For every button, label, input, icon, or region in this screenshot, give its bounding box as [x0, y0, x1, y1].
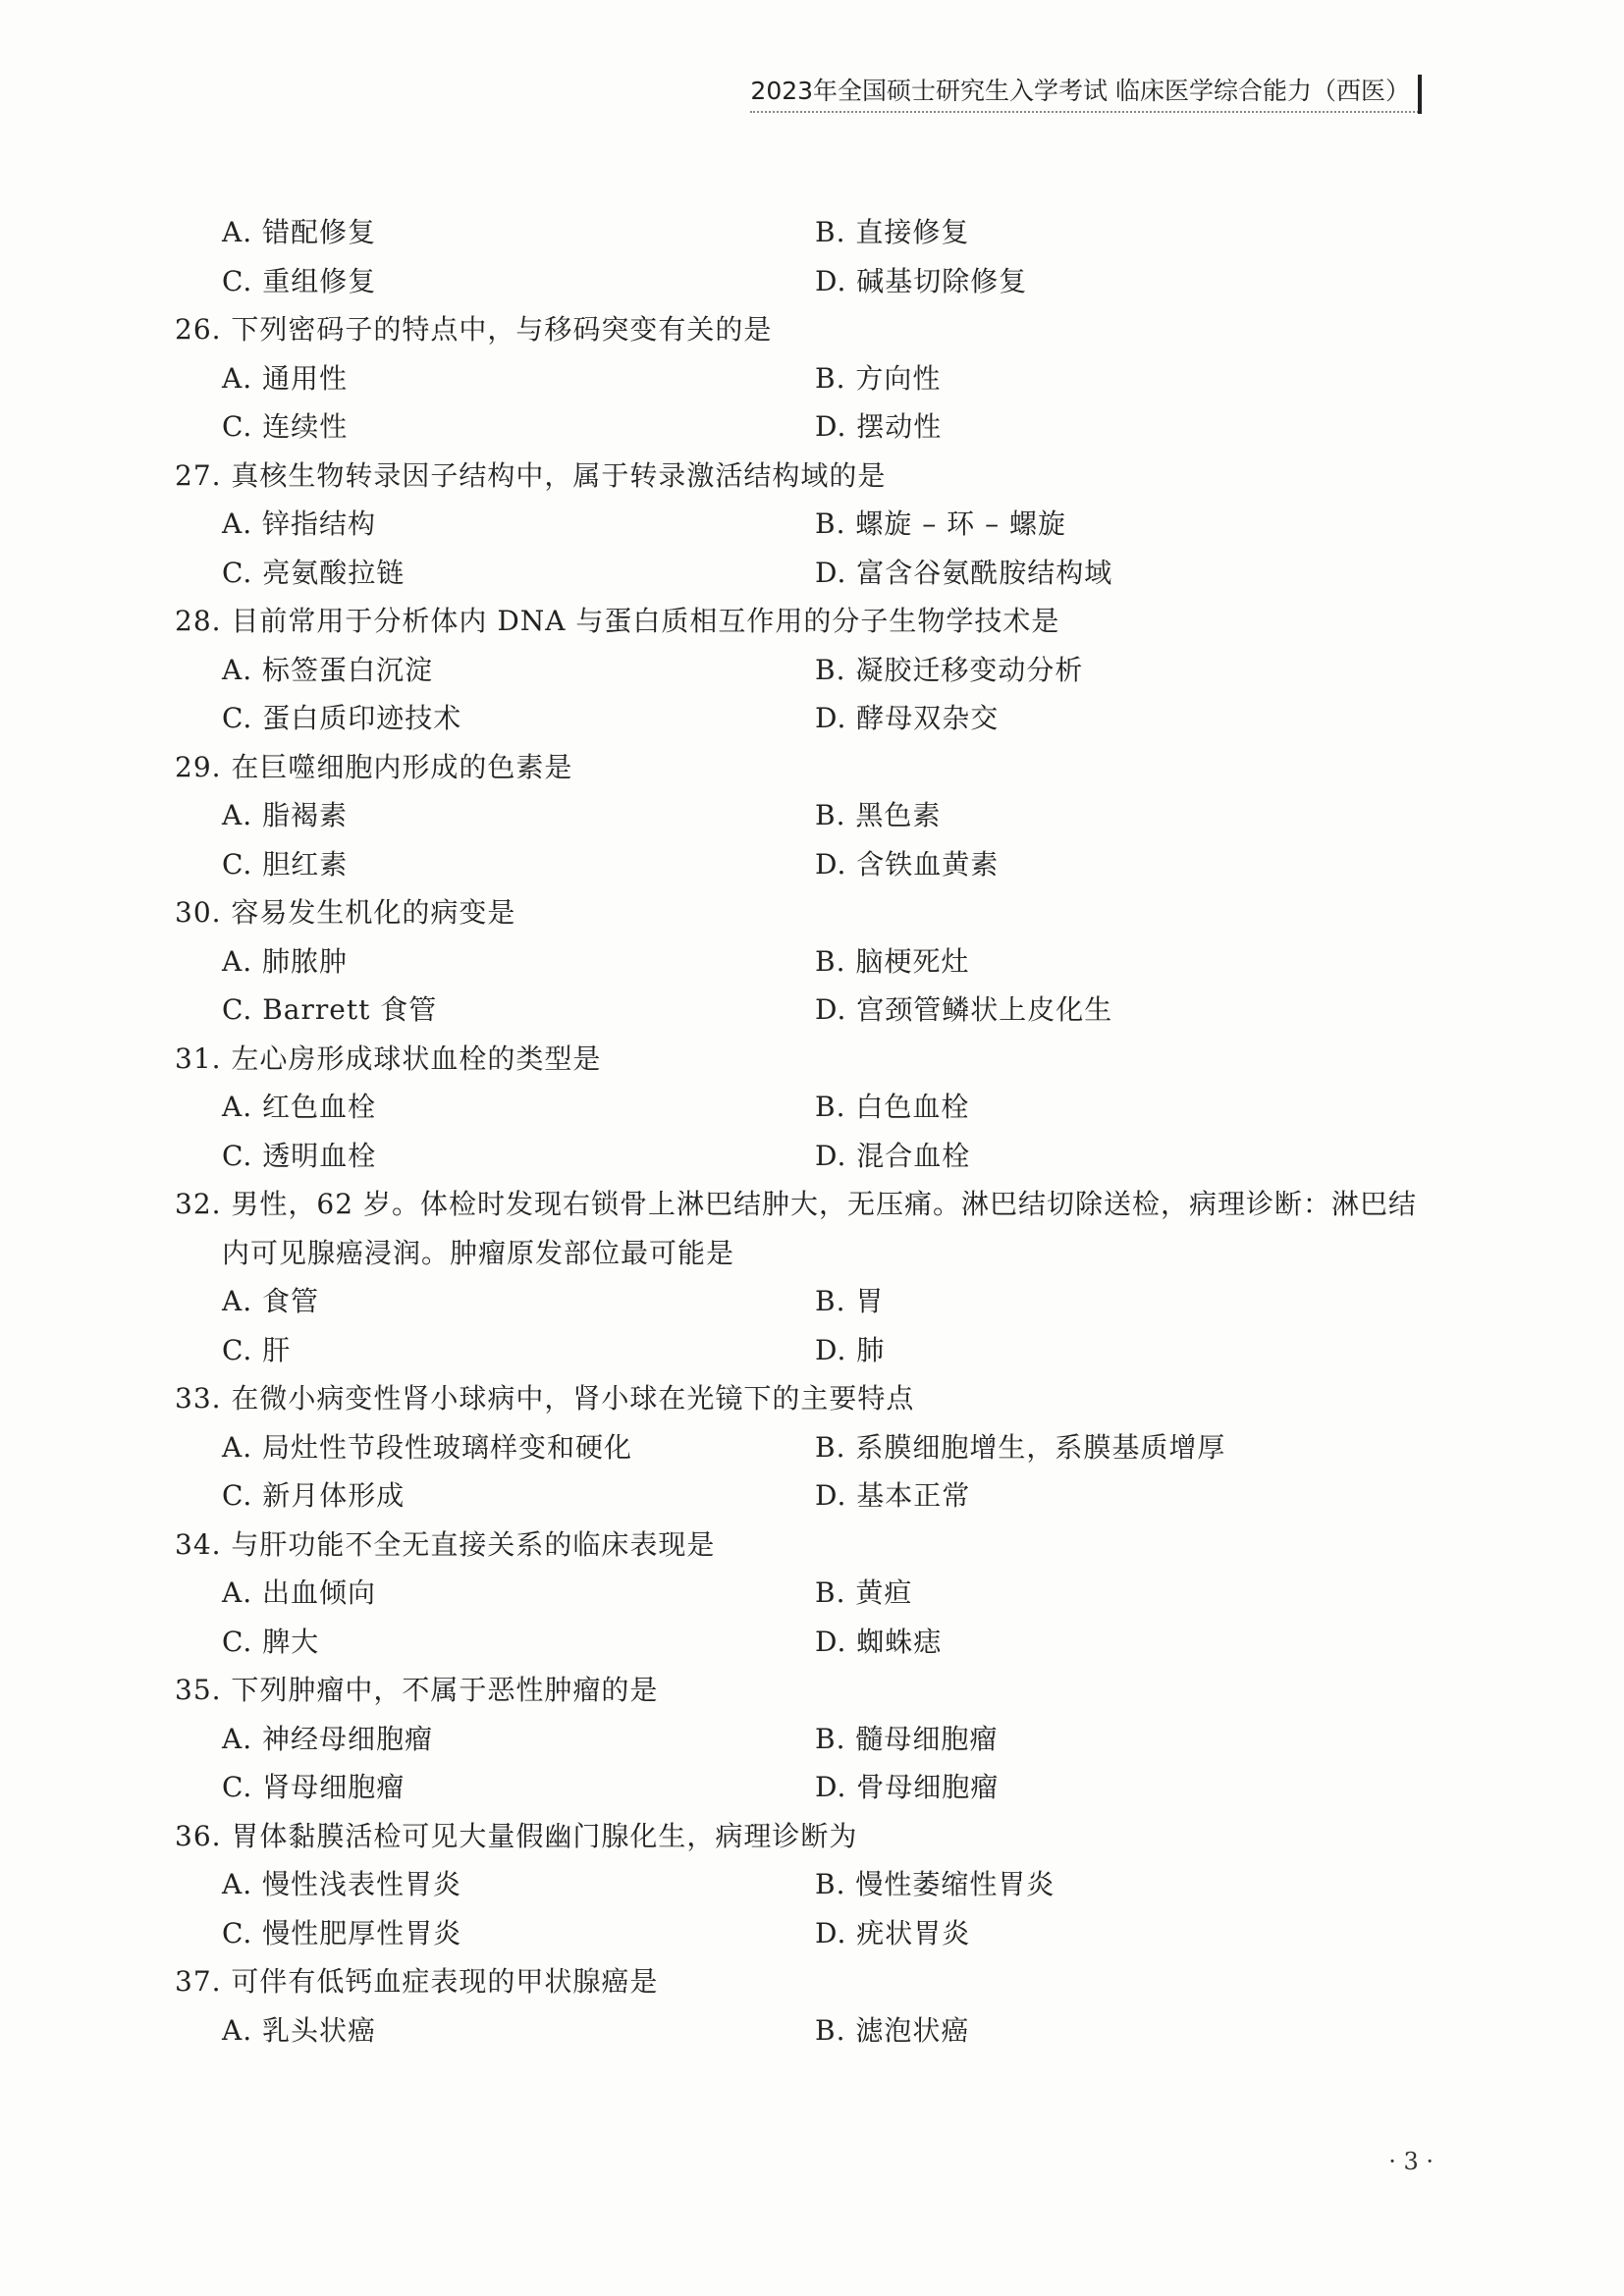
option-b: B. 黄疸	[815, 1576, 913, 1609]
option-row	[175, 1326, 1451, 1375]
question-stem: 35. 下列肿瘤中，不属于恶性肿瘤的是	[175, 1674, 659, 1706]
option-row	[175, 402, 1451, 452]
option-a: A. 神经母细胞瘤	[222, 1722, 434, 1755]
option-row	[175, 1423, 1451, 1472]
question-stem-continued: 内可见腺癌浸润。肿瘤原发部位最可能是	[222, 1236, 735, 1269]
option-c: C. 慢性肥厚性胃炎	[222, 1916, 462, 1949]
option-d: D. 骨母细胞瘤	[815, 1771, 1000, 1803]
option-b: B. 方向性	[815, 361, 942, 395]
option-d: D. 基本正常	[815, 1479, 971, 1512]
option-d: D. 酵母双杂交	[815, 702, 1000, 734]
option-a: A. 乳头状癌	[222, 2013, 377, 2047]
option-c: C. 重组修复	[222, 264, 377, 297]
option-row	[175, 1277, 1451, 1326]
option-row	[175, 1715, 1451, 1764]
option-row	[175, 1132, 1451, 1181]
option-a: A. 脂褐素	[222, 799, 349, 831]
option-b: B. 慢性萎缩性胃炎	[815, 1868, 1056, 1900]
question-stem: 37. 可伴有低钙血症表现的甲状腺癌是	[175, 1965, 659, 1998]
option-a: A. 慢性浅表性胃炎	[222, 1868, 462, 1900]
question-stem: 26. 下列密码子的特点中，与移码突变有关的是	[175, 313, 773, 346]
option-a: A. 肺脓肿	[222, 944, 349, 978]
option-c: C. Barrett 食管	[222, 993, 438, 1026]
option-d: D. 宫颈管鳞状上皮化生	[815, 993, 1113, 1026]
question-stem: 32. 男性，62 岁。体检时发现右锁骨上淋巴结肿大，无压痛。淋巴结切除送检，病理诊断：淋巴结	[175, 1188, 1417, 1220]
option-b: B. 凝胶迁移变动分析	[815, 653, 1084, 686]
option-c: C. 新月体形成	[222, 1479, 406, 1512]
option-d: D. 含铁血黄素	[815, 847, 1000, 881]
option-d: D. 肺	[815, 1333, 886, 1366]
option-row	[175, 1083, 1451, 1132]
option-b: B. 直接修复	[815, 216, 970, 248]
option-b: B. 螺旋 – 环 – 螺旋	[815, 507, 1066, 540]
question-stem: 29. 在巨噬细胞内形成的色素是	[175, 750, 573, 783]
header-title: 2023年全国硕士研究生入学考试 临床医学综合能力（西医）	[750, 72, 1422, 113]
option-row	[175, 1763, 1451, 1812]
option-row	[175, 1909, 1451, 1958]
header-rule	[1418, 75, 1422, 114]
question-stem: 27. 真核生物转录因子结构中，属于转录激活结构域的是	[175, 458, 887, 492]
option-row	[175, 549, 1451, 598]
option-d: D. 疣状胃炎	[815, 1916, 971, 1949]
option-a: A. 局灶性节段性玻璃样变和硬化	[222, 1430, 633, 1464]
option-b: B. 胃	[815, 1285, 885, 1317]
option-c: C. 蛋白质印迹技术	[222, 702, 462, 734]
option-b: B. 白色血栓	[815, 1091, 970, 1123]
option-c: C. 脾大	[222, 1625, 320, 1658]
option-row	[175, 257, 1451, 306]
option-row	[175, 937, 1451, 987]
question-list	[175, 208, 1451, 2055]
question-stem: 30. 容易发生机化的病变是	[175, 896, 516, 929]
option-row	[175, 791, 1451, 840]
option-row	[175, 986, 1451, 1035]
option-b: B. 滤泡状癌	[815, 2013, 970, 2047]
option-a: A. 锌指结构	[222, 507, 377, 540]
option-row	[175, 354, 1451, 403]
option-c: C. 胆红素	[222, 847, 349, 881]
question-stem: 34. 与肝功能不全无直接关系的临床表现是	[175, 1527, 716, 1561]
option-row	[175, 500, 1451, 549]
option-c: C. 透明血栓	[222, 1139, 377, 1172]
option-b: B. 髓母细胞瘤	[815, 1722, 999, 1755]
option-d: D. 混合血栓	[815, 1139, 971, 1172]
option-a: A. 错配修复	[222, 216, 377, 248]
option-c: C. 肝	[222, 1333, 292, 1366]
page-number: · 3 ·	[1388, 2148, 1434, 2175]
option-a: A. 出血倾向	[222, 1576, 377, 1609]
question-stem: 36. 胃体黏膜活检可见大量假幽门腺化生，病理诊断为	[175, 1819, 858, 1852]
option-row	[175, 1471, 1451, 1521]
option-b: B. 系膜细胞增生，系膜基质增厚	[815, 1430, 1226, 1464]
question-stem: 28. 目前常用于分析体内 DNA 与蛋白质相互作用的分子生物学技术是	[175, 605, 1060, 637]
option-a: A. 红色血栓	[222, 1091, 377, 1123]
option-row	[175, 646, 1451, 695]
option-row	[175, 1860, 1451, 1909]
option-d: D. 碱基切除修复	[815, 264, 1028, 297]
option-d: D. 富含谷氨酰胺结构域	[815, 556, 1113, 589]
option-row	[175, 1569, 1451, 1618]
option-row	[175, 694, 1451, 743]
question-stem: 31. 左心房形成球状血栓的类型是	[175, 1041, 602, 1075]
option-d: D. 蜘蛛痣	[815, 1625, 943, 1658]
option-row	[175, 1618, 1451, 1667]
option-d: D. 摆动性	[815, 410, 943, 443]
page-header	[750, 71, 1422, 114]
option-row	[175, 840, 1451, 889]
question-stem: 33. 在微小病变性肾小球病中，肾小球在光镜下的主要特点	[175, 1382, 915, 1415]
option-c: C. 亮氨酸拉链	[222, 556, 406, 589]
option-row	[175, 2006, 1451, 2056]
option-b: B. 脑梗死灶	[815, 944, 970, 978]
option-c: C. 肾母细胞瘤	[222, 1771, 406, 1803]
option-c: C. 连续性	[222, 410, 349, 443]
option-row	[175, 208, 1451, 257]
option-a: A. 标签蛋白沉淀	[222, 653, 434, 686]
option-a: A. 食管	[222, 1285, 320, 1317]
option-b: B. 黑色素	[815, 799, 942, 831]
option-a: A. 通用性	[222, 361, 349, 395]
